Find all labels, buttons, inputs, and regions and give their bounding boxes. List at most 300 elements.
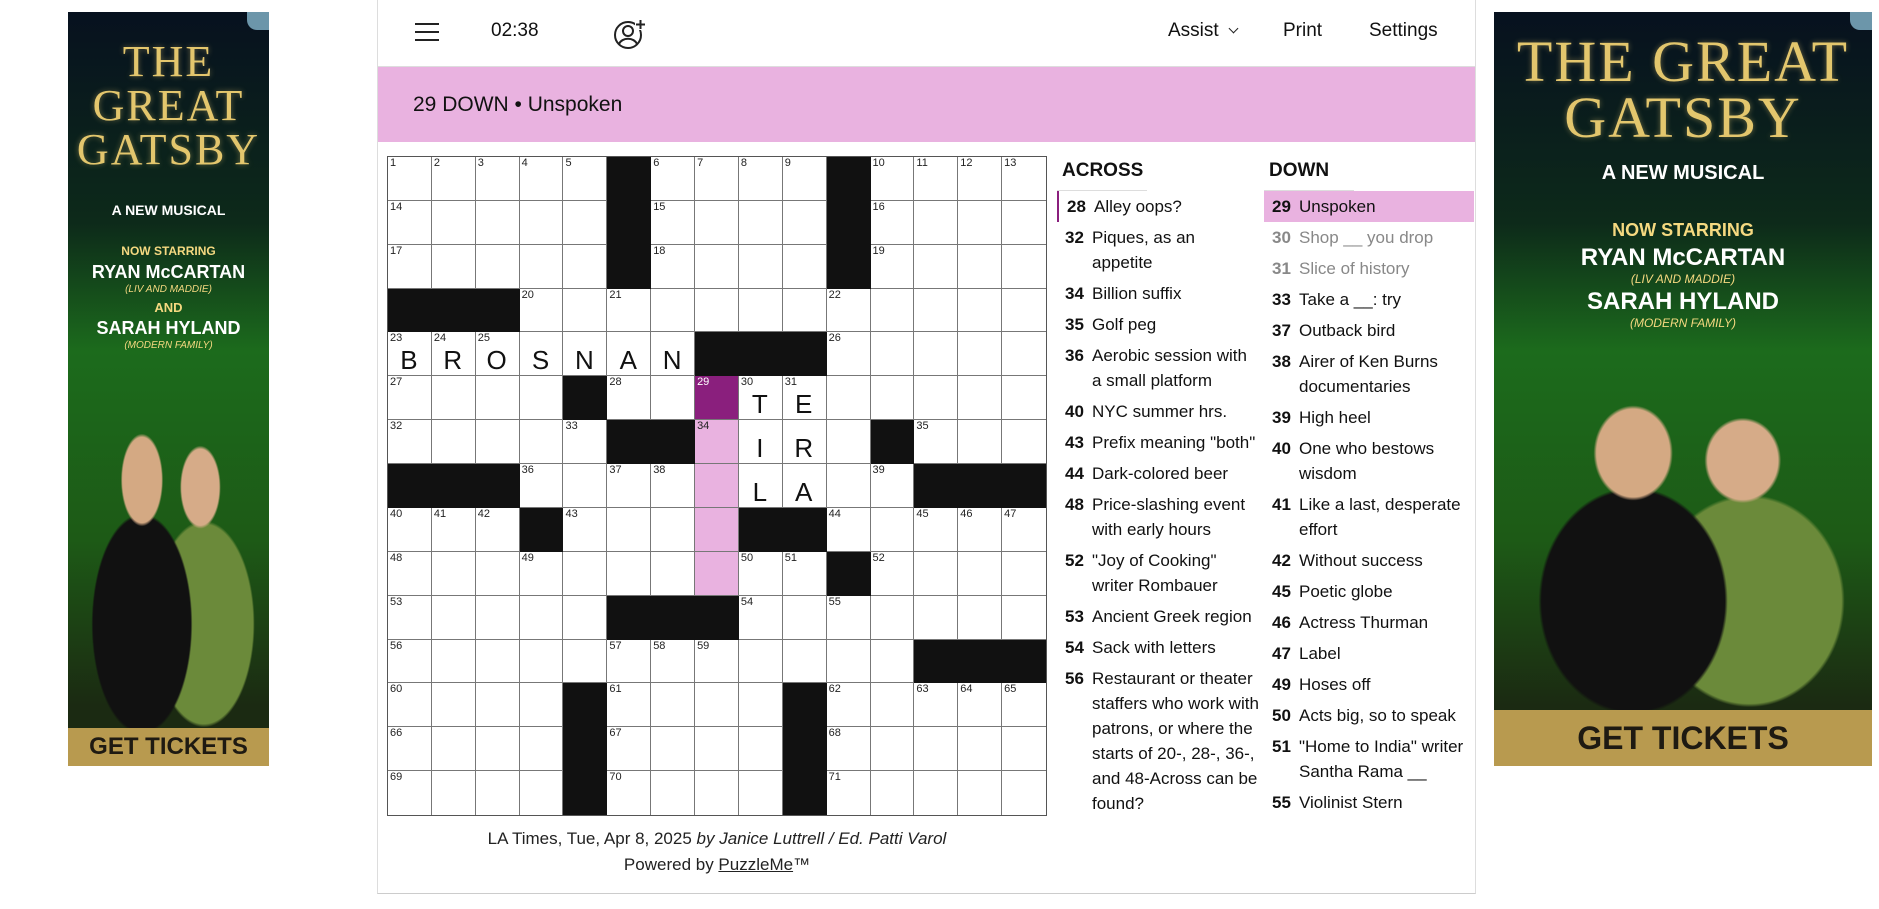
grid-cell[interactable] — [958, 376, 1002, 420]
grid-cell[interactable] — [1002, 376, 1046, 420]
grid-cell[interactable] — [695, 727, 739, 771]
grid-cell[interactable] — [388, 201, 432, 245]
grid-cell[interactable] — [432, 771, 476, 815]
across-clue[interactable] — [1057, 191, 1263, 222]
grid-cell[interactable] — [958, 683, 1002, 727]
grid-cell[interactable] — [695, 683, 739, 727]
grid-cell[interactable] — [563, 552, 607, 596]
grid-cell[interactable] — [783, 552, 827, 596]
grid-cell[interactable] — [914, 508, 958, 552]
grid-block — [827, 201, 871, 245]
grid-cell[interactable] — [827, 332, 871, 376]
grid-block — [783, 683, 827, 727]
across-clue[interactable] — [1057, 601, 1263, 632]
grid-cell[interactable] — [563, 464, 607, 508]
clue-number: 33 — [1272, 290, 1291, 309]
grid-cell[interactable] — [607, 640, 651, 684]
grid-cell[interactable] — [432, 332, 476, 376]
grid-cell[interactable] — [914, 376, 958, 420]
grid-cell[interactable] — [1002, 289, 1046, 333]
grid-cell[interactable] — [476, 596, 520, 640]
clue-text: Acts big, so to speak — [1299, 706, 1456, 725]
clue-text: Price-slashing event with early hours — [1092, 495, 1246, 539]
across-clue[interactable] — [1057, 458, 1263, 489]
chevron-down-icon — [1229, 24, 1239, 34]
clue-text: Aerobic session with a small platform — [1092, 346, 1247, 390]
grid-cell[interactable] — [958, 727, 1002, 771]
cell-number: 9 — [784, 157, 791, 169]
grid-cell[interactable] — [432, 376, 476, 420]
grid-cell[interactable] — [388, 332, 432, 376]
grid-cell[interactable] — [563, 508, 607, 552]
grid-cell[interactable] — [388, 640, 432, 684]
grid-cell[interactable] — [914, 420, 958, 464]
grid-cell[interactable] — [432, 245, 476, 289]
grid-cell[interactable] — [783, 420, 827, 464]
grid-cell[interactable] — [695, 157, 739, 201]
current-clue-text: 29 DOWN • Unspoken — [413, 93, 623, 116]
grid-cell[interactable] — [432, 683, 476, 727]
grid-cell[interactable] — [476, 771, 520, 815]
grid-cell[interactable] — [739, 552, 783, 596]
grid-cell[interactable] — [651, 552, 695, 596]
grid-block — [739, 332, 783, 376]
ad-and: AND — [154, 300, 183, 315]
ad-choices-icon[interactable] — [247, 12, 269, 30]
grid-cell[interactable] — [476, 683, 520, 727]
cell-number: 65 — [1004, 683, 1017, 696]
grid-cell[interactable] — [520, 464, 564, 508]
grid-cell[interactable] — [871, 552, 915, 596]
grid-cell[interactable] — [607, 771, 651, 815]
cell-number: 64 — [960, 683, 973, 696]
clue-text: Actress Thurman — [1299, 613, 1429, 632]
grid-cell[interactable] — [783, 464, 827, 508]
grid-cell[interactable] — [1002, 683, 1046, 727]
grid-cell[interactable] — [1002, 596, 1046, 640]
grid-cell[interactable] — [827, 771, 871, 815]
grid-cell[interactable] — [607, 508, 651, 552]
grid-cell[interactable] — [914, 683, 958, 727]
grid-cell[interactable] — [871, 332, 915, 376]
grid-cell[interactable] — [871, 683, 915, 727]
grid-cell[interactable] — [651, 332, 695, 376]
grid-cell[interactable] — [958, 201, 1002, 245]
grid-cell[interactable] — [783, 201, 827, 245]
grid-cell[interactable] — [783, 289, 827, 333]
timer[interactable]: 02:38 — [491, 20, 539, 41]
grid-cell[interactable] — [958, 157, 1002, 201]
grid-block — [607, 201, 651, 245]
grid-cell[interactable] — [651, 376, 695, 420]
down-clue[interactable] — [1264, 545, 1474, 576]
down-clue-list[interactable] — [1264, 156, 1474, 886]
cell-number: 68 — [828, 727, 841, 740]
down-clue[interactable] — [1264, 669, 1474, 700]
grid-cell[interactable] — [871, 596, 915, 640]
grid-cell[interactable] — [476, 332, 520, 376]
grid-block — [563, 376, 607, 420]
grid-cell[interactable] — [914, 157, 958, 201]
grid-cell[interactable] — [871, 289, 915, 333]
grid-cell[interactable] — [739, 157, 783, 201]
grid-cell[interactable] — [914, 771, 958, 815]
ad-left[interactable] — [68, 12, 269, 766]
grid-cell[interactable] — [958, 508, 1002, 552]
grid-cell[interactable] — [739, 289, 783, 333]
grid-cell[interactable] — [827, 640, 871, 684]
grid-block — [827, 157, 871, 201]
clue-text: Alley oops? — [1094, 197, 1182, 216]
grid-block — [388, 289, 432, 333]
grid-cell[interactable] — [432, 596, 476, 640]
grid-cell[interactable] — [827, 420, 871, 464]
grid-cell[interactable] — [695, 771, 739, 815]
grid-cell[interactable] — [739, 245, 783, 289]
ad-star1: RYAN McCARTAN — [91, 262, 246, 282]
grid-cell[interactable] — [388, 157, 432, 201]
grid-cell[interactable] — [1002, 508, 1046, 552]
across-clue[interactable] — [1057, 309, 1263, 340]
grid-cell[interactable] — [1002, 771, 1046, 815]
clue-text: Restaurant or theater staffers who work with patrons, or where the starts of 20-, 28-, 36-, and 48-Across can be found? — [1092, 669, 1259, 813]
grid-cell[interactable] — [432, 552, 476, 596]
clue-number: 31 — [1272, 259, 1291, 278]
grid-cell[interactable] — [520, 640, 564, 684]
grid-cell[interactable] — [695, 245, 739, 289]
grid-cell[interactable] — [827, 727, 871, 771]
grid-cell[interactable] — [958, 332, 1002, 376]
clue-text: Hoses off — [1299, 675, 1371, 694]
grid-cell[interactable] — [520, 157, 564, 201]
cell-letter: O — [486, 345, 508, 376]
grid-cell[interactable] — [783, 596, 827, 640]
cell-number: 5 — [565, 157, 572, 169]
grid-cell[interactable] — [783, 376, 827, 420]
across-clue[interactable] — [1057, 278, 1263, 309]
grid-cell[interactable] — [388, 508, 432, 552]
grid-cell[interactable] — [783, 640, 827, 684]
down-clue[interactable] — [1264, 731, 1474, 787]
grid-cell[interactable] — [827, 683, 871, 727]
grid-block — [958, 640, 1002, 684]
cell-number: 34 — [697, 420, 710, 433]
clue-number: 28 — [1067, 197, 1086, 216]
grid-cell[interactable] — [739, 596, 783, 640]
grid-cell[interactable] — [520, 289, 564, 333]
cell-number: 13 — [1004, 157, 1017, 169]
across-clue-list[interactable] — [1057, 156, 1263, 886]
grid-cell[interactable] — [871, 201, 915, 245]
grid-cell[interactable] — [914, 727, 958, 771]
grid-cell[interactable] — [651, 464, 695, 508]
grid-cell[interactable] — [651, 157, 695, 201]
grid-cell[interactable] — [520, 420, 564, 464]
grid-cell[interactable] — [651, 640, 695, 684]
grid-cell[interactable] — [695, 508, 739, 552]
grid-cell[interactable] — [1002, 201, 1046, 245]
grid-cell[interactable] — [871, 771, 915, 815]
grid-cell[interactable] — [695, 552, 739, 596]
grid-cell[interactable] — [563, 201, 607, 245]
clue-text: High heel — [1299, 408, 1371, 427]
grid-cell[interactable] — [739, 683, 783, 727]
grid-cell[interactable] — [607, 552, 651, 596]
grid-cell[interactable] — [607, 376, 651, 420]
toolbar — [378, 0, 1475, 67]
grid-block — [432, 289, 476, 333]
grid-cell[interactable] — [695, 201, 739, 245]
grid-cell[interactable] — [563, 245, 607, 289]
grid-cell[interactable] — [783, 157, 827, 201]
grid-cell[interactable] — [695, 420, 739, 464]
grid-cell[interactable] — [914, 245, 958, 289]
grid-cell[interactable] — [476, 420, 520, 464]
across-clue[interactable] — [1057, 340, 1263, 396]
grid-block — [914, 640, 958, 684]
grid-block — [651, 420, 695, 464]
cell-number: 26 — [828, 332, 841, 345]
cell-number: 60 — [390, 683, 403, 696]
grid-cell[interactable] — [388, 245, 432, 289]
grid-cell[interactable] — [520, 245, 564, 289]
grid-cell[interactable] — [607, 289, 651, 333]
grid-cell[interactable] — [871, 508, 915, 552]
grid-cell[interactable] — [914, 201, 958, 245]
ad-get-tickets[interactable]: GET TICKETS — [1494, 710, 1872, 766]
cell-number: 42 — [477, 507, 490, 520]
grid-cell[interactable] — [739, 420, 783, 464]
cell-number: 54 — [740, 595, 754, 608]
across-clue[interactable] — [1057, 489, 1263, 545]
cell-number: 62 — [828, 683, 841, 696]
grid-cell[interactable] — [1002, 727, 1046, 771]
grid-cell[interactable] — [871, 640, 915, 684]
clue-text: Poetic globe — [1299, 582, 1393, 601]
grid-cell[interactable] — [432, 201, 476, 245]
grid-cell[interactable] — [563, 596, 607, 640]
down-clue[interactable] — [1264, 638, 1474, 669]
assist-menu[interactable]: Assist — [1168, 20, 1237, 42]
grid-cell[interactable] — [476, 376, 520, 420]
down-clue[interactable] — [1264, 346, 1474, 402]
grid-cell[interactable] — [607, 727, 651, 771]
ad-now-starring: NOW STARRING — [121, 244, 216, 258]
ad-right[interactable] — [1494, 12, 1872, 766]
across-clue[interactable] — [1057, 663, 1263, 819]
grid-cell[interactable] — [388, 420, 432, 464]
down-clue[interactable] — [1264, 433, 1474, 489]
grid-cell[interactable] — [651, 727, 695, 771]
grid-cell[interactable] — [432, 157, 476, 201]
puzzleme-link[interactable]: PuzzleMe — [718, 855, 794, 874]
grid-cell[interactable] — [563, 640, 607, 684]
grid-cell[interactable] — [827, 376, 871, 420]
clue-number: 40 — [1272, 439, 1291, 458]
grid-cell[interactable] — [651, 508, 695, 552]
grid-cell[interactable] — [958, 771, 1002, 815]
cell-number: 40 — [390, 507, 403, 520]
grid-cell[interactable] — [520, 201, 564, 245]
down-clue[interactable] — [1264, 576, 1474, 607]
grid-cell[interactable] — [563, 420, 607, 464]
grid-cell[interactable] — [695, 640, 739, 684]
across-clue[interactable] — [1057, 222, 1263, 278]
clue-number: 52 — [1065, 551, 1084, 570]
grid-cell[interactable] — [432, 640, 476, 684]
grid-cell[interactable] — [871, 245, 915, 289]
ad-cast-photo — [80, 372, 257, 732]
cell-number: 37 — [609, 464, 622, 477]
grid-block — [476, 289, 520, 333]
ad-get-tickets[interactable]: GET TICKETS — [68, 728, 269, 766]
down-clue[interactable] — [1264, 700, 1474, 731]
grid-cell[interactable] — [432, 508, 476, 552]
down-clue[interactable] — [1264, 284, 1474, 315]
grid-block — [827, 245, 871, 289]
grid-cell[interactable] — [651, 683, 695, 727]
down-clue[interactable] — [1264, 607, 1474, 638]
cell-number: 52 — [872, 551, 885, 564]
grid-cell[interactable] — [871, 464, 915, 508]
grid-cell[interactable] — [827, 508, 871, 552]
grid-cell[interactable] — [958, 289, 1002, 333]
grid-cell[interactable] — [520, 683, 564, 727]
across-clue[interactable] — [1057, 632, 1263, 663]
grid-cell[interactable] — [607, 332, 651, 376]
grid-cell[interactable] — [476, 640, 520, 684]
clue-number: 46 — [1272, 613, 1291, 632]
grid-cell[interactable] — [520, 596, 564, 640]
grid-cell[interactable] — [914, 332, 958, 376]
grid-cell[interactable] — [388, 727, 432, 771]
cell-number: 58 — [653, 639, 666, 652]
cell-number: 32 — [390, 420, 403, 433]
settings-button[interactable]: Settings — [1369, 20, 1438, 41]
cell-number: 50 — [740, 551, 754, 564]
cell-number: 1 — [390, 157, 397, 169]
menu-icon[interactable] — [415, 20, 439, 44]
grid-cell[interactable] — [563, 289, 607, 333]
grid-cell[interactable] — [739, 771, 783, 815]
grid-cell[interactable] — [695, 289, 739, 333]
grid-cell[interactable] — [388, 376, 432, 420]
grid-cell[interactable] — [388, 552, 432, 596]
clue-number: 29 — [1272, 197, 1291, 216]
cell-number: 31 — [784, 376, 798, 389]
grid-cell[interactable] — [1002, 157, 1046, 201]
clue-text: Without success — [1299, 551, 1423, 570]
grid-cell[interactable] — [388, 771, 432, 815]
grid-cell[interactable] — [739, 640, 783, 684]
grid-cell[interactable] — [651, 245, 695, 289]
across-clue[interactable] — [1057, 396, 1263, 427]
grid-cell[interactable] — [739, 464, 783, 508]
grid-cell[interactable] — [1002, 332, 1046, 376]
cell-number: 46 — [960, 507, 973, 520]
grid-cell[interactable] — [520, 727, 564, 771]
grid-cell[interactable] — [607, 464, 651, 508]
grid-cell[interactable] — [563, 157, 607, 201]
grid-block — [958, 464, 1002, 508]
clue-number: 47 — [1272, 644, 1291, 663]
grid-cell[interactable] — [1002, 245, 1046, 289]
grid-cell[interactable] — [476, 552, 520, 596]
grid-cell[interactable] — [958, 596, 1002, 640]
grid-cell[interactable] — [739, 727, 783, 771]
grid-cell[interactable] — [739, 201, 783, 245]
down-clue[interactable] — [1264, 787, 1474, 818]
grid-cell[interactable] — [476, 245, 520, 289]
crossword-grid[interactable] — [387, 156, 1047, 816]
grid-cell[interactable] — [783, 245, 827, 289]
grid-cell[interactable] — [476, 157, 520, 201]
print-button[interactable]: Print — [1283, 20, 1323, 41]
grid-cell[interactable] — [476, 201, 520, 245]
down-clue[interactable] — [1264, 253, 1474, 284]
grid-cell[interactable] — [871, 727, 915, 771]
grid-cell[interactable] — [1002, 420, 1046, 464]
cell-number: 48 — [390, 551, 403, 564]
grid-cell[interactable] — [958, 245, 1002, 289]
clue-text: Violinist Stern — [1299, 793, 1403, 812]
grid-cell[interactable] — [1002, 552, 1046, 596]
grid-cell[interactable] — [476, 508, 520, 552]
grid-block — [695, 332, 739, 376]
grid-cell[interactable] — [871, 157, 915, 201]
grid-cell[interactable] — [563, 332, 607, 376]
grid-cell[interactable] — [695, 376, 739, 420]
grid-block — [563, 683, 607, 727]
across-clue[interactable] — [1057, 545, 1263, 601]
down-clue[interactable] — [1264, 222, 1474, 253]
grid-cell[interactable] — [432, 420, 476, 464]
grid-cell[interactable] — [739, 376, 783, 420]
grid-cell[interactable] — [520, 552, 564, 596]
across-clue[interactable] — [1057, 427, 1263, 458]
grid-cell[interactable] — [388, 596, 432, 640]
add-user-icon[interactable] — [613, 17, 647, 51]
grid-cell[interactable] — [476, 727, 520, 771]
grid-cell[interactable] — [914, 596, 958, 640]
grid-cell[interactable] — [871, 376, 915, 420]
ad-choices-icon[interactable] — [1850, 12, 1872, 30]
clue-text: Ancient Greek region — [1092, 607, 1252, 626]
grid-cell[interactable] — [651, 201, 695, 245]
grid-cell[interactable] — [432, 727, 476, 771]
grid-cell[interactable] — [520, 376, 564, 420]
cell-number: 22 — [828, 288, 841, 301]
grid-cell[interactable] — [520, 332, 564, 376]
grid-cell[interactable] — [827, 596, 871, 640]
down-clue[interactable] — [1264, 191, 1474, 222]
grid-cell[interactable] — [651, 771, 695, 815]
grid-cell[interactable] — [607, 683, 651, 727]
grid-cell[interactable] — [827, 464, 871, 508]
grid-cell[interactable] — [914, 552, 958, 596]
grid-cell[interactable] — [695, 464, 739, 508]
grid-cell[interactable] — [520, 771, 564, 815]
grid-cell[interactable] — [651, 289, 695, 333]
grid-cell[interactable] — [914, 289, 958, 333]
down-clue[interactable] — [1264, 489, 1474, 545]
grid-cell[interactable] — [388, 683, 432, 727]
grid-cell[interactable] — [827, 289, 871, 333]
down-clue[interactable] — [1264, 402, 1474, 433]
down-clue[interactable] — [1264, 315, 1474, 346]
grid-cell[interactable] — [958, 552, 1002, 596]
grid-cell[interactable] — [958, 420, 1002, 464]
